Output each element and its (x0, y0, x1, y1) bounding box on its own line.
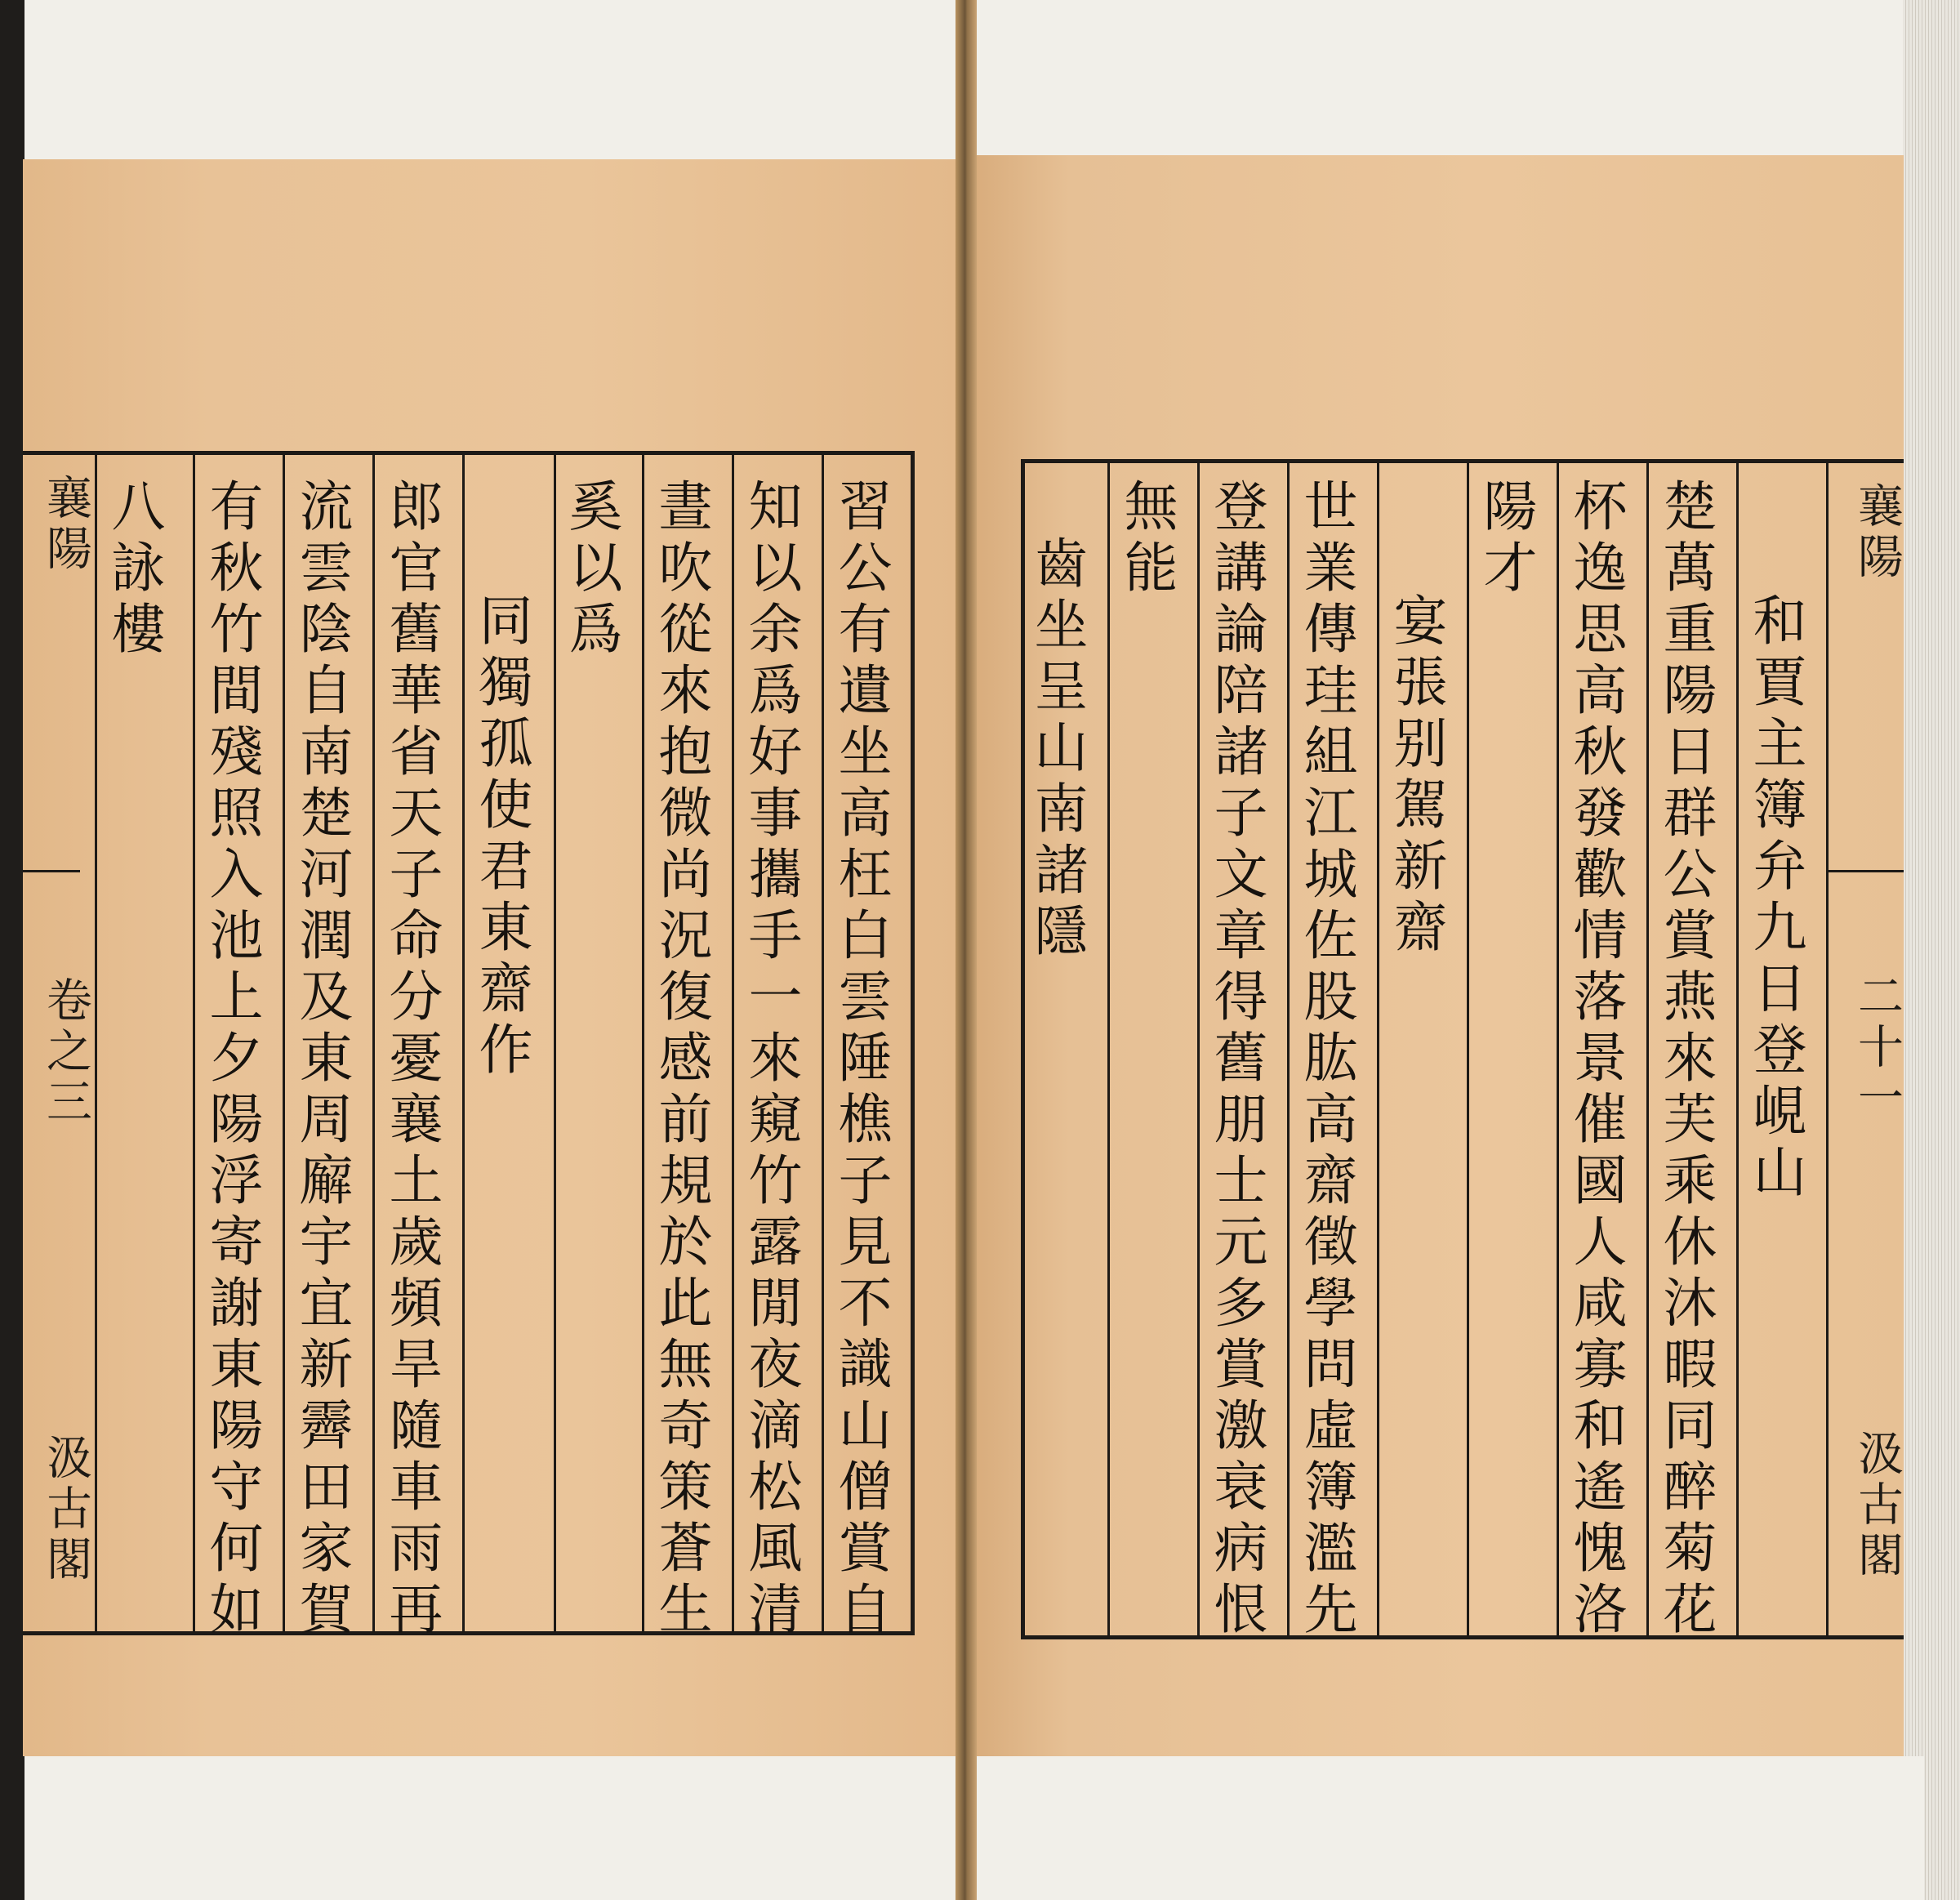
left-margin-volume: 卷之三 (39, 976, 92, 1128)
right-col-6: 世業傳珪組江城佐股肱高齋徵學問虛簿濫先 (1294, 478, 1357, 1642)
column-rule (1377, 463, 1379, 1635)
column-rule (1197, 463, 1200, 1635)
column-rule (822, 455, 824, 1631)
right-leaf-edges (1903, 0, 1960, 1900)
column-rule (1826, 463, 1829, 1635)
margin-fish-tail (23, 870, 80, 872)
left-col-4: 奚以爲 (559, 478, 622, 662)
column-rule (1467, 463, 1469, 1635)
right-col-3: 杯逸思高秋發歡情落景催國人咸寡和遙愧洛 (1564, 478, 1627, 1642)
left-col-2: 知以余爲好事攜手一來窺竹露閒夜滴松風清 (739, 478, 802, 1642)
left-flyleaf-bottom (24, 1756, 956, 1900)
right-col-7: 登講論陪諸子文章得舊朋士元多賞激衰病恨 (1205, 478, 1267, 1642)
right-col-4: 陽才 (1474, 478, 1537, 600)
column-rule (1287, 463, 1290, 1635)
right-col-1: 和賈主簿弁九日登峴山 (1744, 592, 1806, 1205)
right-margin-publisher: 汲古閣 (1851, 1429, 1904, 1581)
column-rule (1557, 463, 1559, 1635)
book-gutter (956, 0, 977, 1900)
right-page (977, 155, 1904, 1756)
column-rule (732, 455, 734, 1631)
right-col-2: 楚萬重陽日群公賞燕來芙乘休沐暇同醉菊花 (1654, 478, 1717, 1642)
right-flyleaf-bottom (977, 1756, 1924, 1900)
left-col-6: 郎官舊華省天子命分憂襄土歲頻旱隨車雨再 (380, 478, 443, 1642)
column-rule (642, 455, 644, 1631)
column-rule (1646, 463, 1649, 1635)
left-flyleaf-top (24, 0, 956, 163)
column-rule (1107, 463, 1110, 1635)
column-rule (372, 455, 375, 1631)
right-col-5: 宴張别駕新齋 (1384, 592, 1447, 960)
left-col-3: 晝吹從來抱微尚況復感前規於此無奇策蒼生 (649, 478, 712, 1642)
left-page (23, 159, 956, 1756)
column-rule (1736, 463, 1739, 1635)
column-rule (193, 455, 195, 1631)
column-rule (283, 455, 285, 1631)
left-col-5: 同獨孤使君東齋作 (470, 592, 532, 1082)
left-margin-publisher: 汲古閣 (39, 1434, 92, 1586)
left-col-7: 流雲陰自南楚河潤及東周廨宇宜新霽田家賀 (290, 478, 353, 1642)
left-margin-title: 襄陽 (39, 474, 92, 575)
margin-fish-tail (1829, 870, 1904, 872)
left-col-1: 習公有遺坐高枉白雲陲樵子見不識山僧賞自 (829, 478, 892, 1642)
left-col-8: 有秋竹間殘照入池上夕陽浮寄謝東陽守何如 (200, 478, 263, 1642)
right-col-9: 齒坐呈山南諸隱 (1025, 535, 1088, 964)
column-rule (462, 455, 465, 1631)
left-col-9: 八詠樓 (102, 478, 165, 662)
right-margin-page-number: 二十一 (1851, 972, 1904, 1124)
right-flyleaf-top (977, 0, 1924, 155)
right-margin-title: 襄陽 (1851, 482, 1904, 583)
right-col-8: 無能 (1115, 478, 1178, 600)
column-rule (554, 455, 556, 1631)
